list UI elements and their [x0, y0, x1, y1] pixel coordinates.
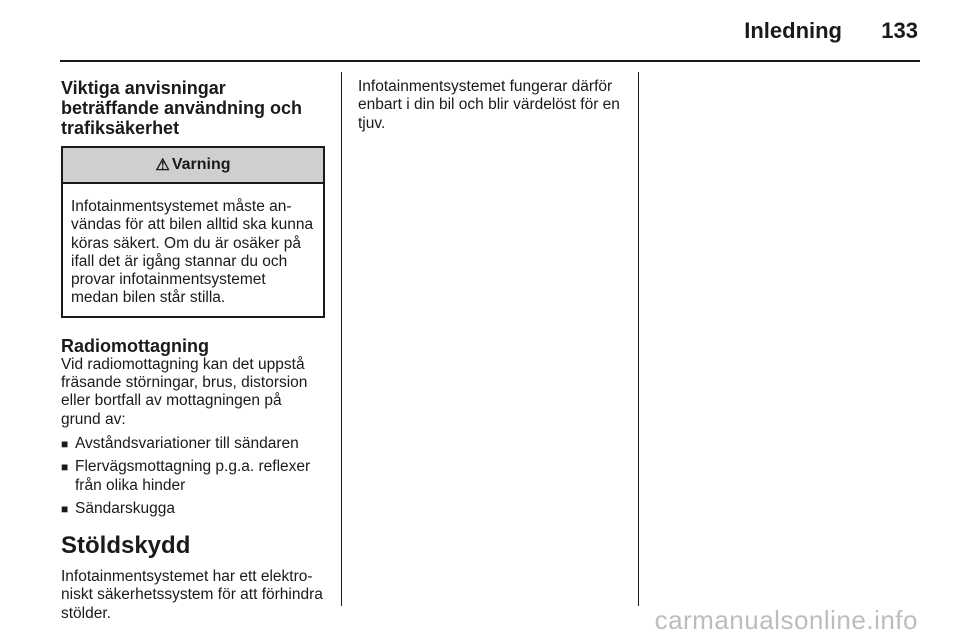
- list-item-text: Flervägsmottagning p.g.a. reflexer från olika hinder: [75, 458, 311, 494]
- radio-bullet-list: [61, 435, 325, 518]
- header-rule: [60, 60, 920, 62]
- theft-heading: Stöldskydd: [61, 532, 191, 560]
- section-heading: Viktiga anvisningar beträffande användning och trafiksäkerhet: [61, 78, 303, 138]
- bullet-square-icon: ■: [61, 501, 69, 516]
- warning-title-bar: [63, 148, 323, 184]
- bullet-square-icon: ■: [61, 460, 69, 475]
- column-left: [61, 78, 325, 623]
- warning-text: Infotainmentsystemet måste användas för att bilen alltid ska kunna köras säkert. Om du är osäker på ifall det är igång stannar du och provar infotainmentsystemet medan bilen står stilla.: [71, 198, 314, 307]
- radio-heading: Radiomottagning: [61, 335, 209, 356]
- page-number: 133: [881, 18, 918, 43]
- radio-intro: Vid radiomottagning kan det uppstå fräsande störningar, brus, distorsion eller bortfall av mottagningen på grund av:: [61, 355, 308, 428]
- column-middle: [358, 78, 626, 133]
- bullet-square-icon: ■: [61, 436, 69, 451]
- warning-title: Varning: [171, 156, 231, 173]
- list-item-text: Sändarskugga: [75, 499, 175, 517]
- column-divider: [638, 72, 639, 606]
- continued-text: Infotainmentsystemet fungerar därför enbart i din bil och blir värdelöst för en tjuv.: [358, 78, 620, 132]
- list-item: [61, 435, 325, 453]
- column-divider: [341, 72, 342, 606]
- watermark: carmanualsonline.info: [654, 605, 918, 635]
- header-section-title: Inledning: [744, 18, 842, 43]
- warning-triangle-icon: ⚠: [155, 157, 170, 174]
- theft-text: Infotainmentsystemet har ett elektroniskt säkerhetssystem för att förhindra stölder.: [61, 568, 323, 622]
- list-item: [61, 458, 325, 495]
- list-item: [61, 500, 325, 518]
- warning-box: [61, 146, 325, 318]
- list-item-text: Avståndsvariationer till sändaren: [75, 434, 299, 452]
